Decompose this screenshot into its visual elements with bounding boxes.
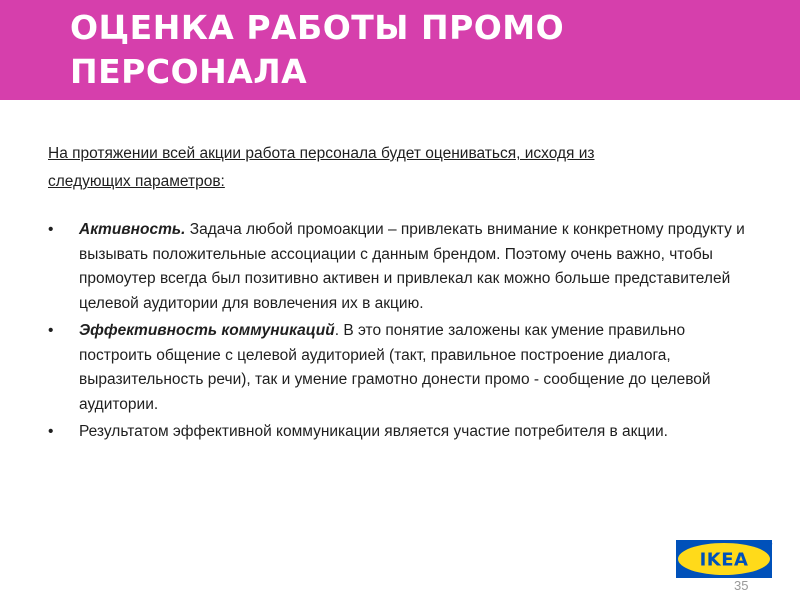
bullet-list: [48, 218, 748, 445]
intro-text: [48, 140, 748, 196]
slide-title: ОЦЕНКА РАБОТЫ ПРОМО ПЕРСОНАЛА: [70, 8, 565, 91]
bullet-communication: [48, 319, 748, 417]
bullet-text: Задача любой промоакции – привлекать внимание к конкретному продукту и вызывать положительные ассоциации с данным брендом. Поэтому очень важно, чтобы промоутер всегда был позитивно активен и привлекал как можно больше представителей целевой аудитории для вовлечения их в акцию.: [79, 221, 745, 312]
logo-wordmark: IKEA: [699, 549, 749, 571]
bullet-dot: •: [48, 221, 54, 238]
bullet-activity: [48, 218, 748, 316]
bullet-text: Результатом эффективной коммуникации является участие потребителя в акции.: [79, 423, 668, 440]
intro-line-2: следующих параметров:: [48, 173, 225, 190]
intro-line-1: На протяжении всей акции работа персонала будет оцениваться, исходя из: [48, 145, 595, 162]
bullet-dot: •: [48, 423, 54, 440]
bullet-term: Активность.: [79, 221, 186, 238]
bullet-dot: •: [48, 322, 54, 339]
logo-registered-mark: ®: [767, 541, 773, 548]
bullet-result: [48, 420, 748, 445]
bullet-term: Эффективность коммуникаций: [79, 322, 335, 339]
bullet-text: . В это понятие заложены как умение правильно построить общение с целевой аудиторией (такт, правильное построение диалога, выразительность речи), так и умение грамотно донести промо - сообщение до целевой аудитории.: [79, 322, 711, 413]
page-number: 35: [734, 578, 749, 593]
ikea-logo: [676, 540, 774, 578]
title-bar: [0, 0, 800, 100]
slide-body: [48, 140, 748, 448]
